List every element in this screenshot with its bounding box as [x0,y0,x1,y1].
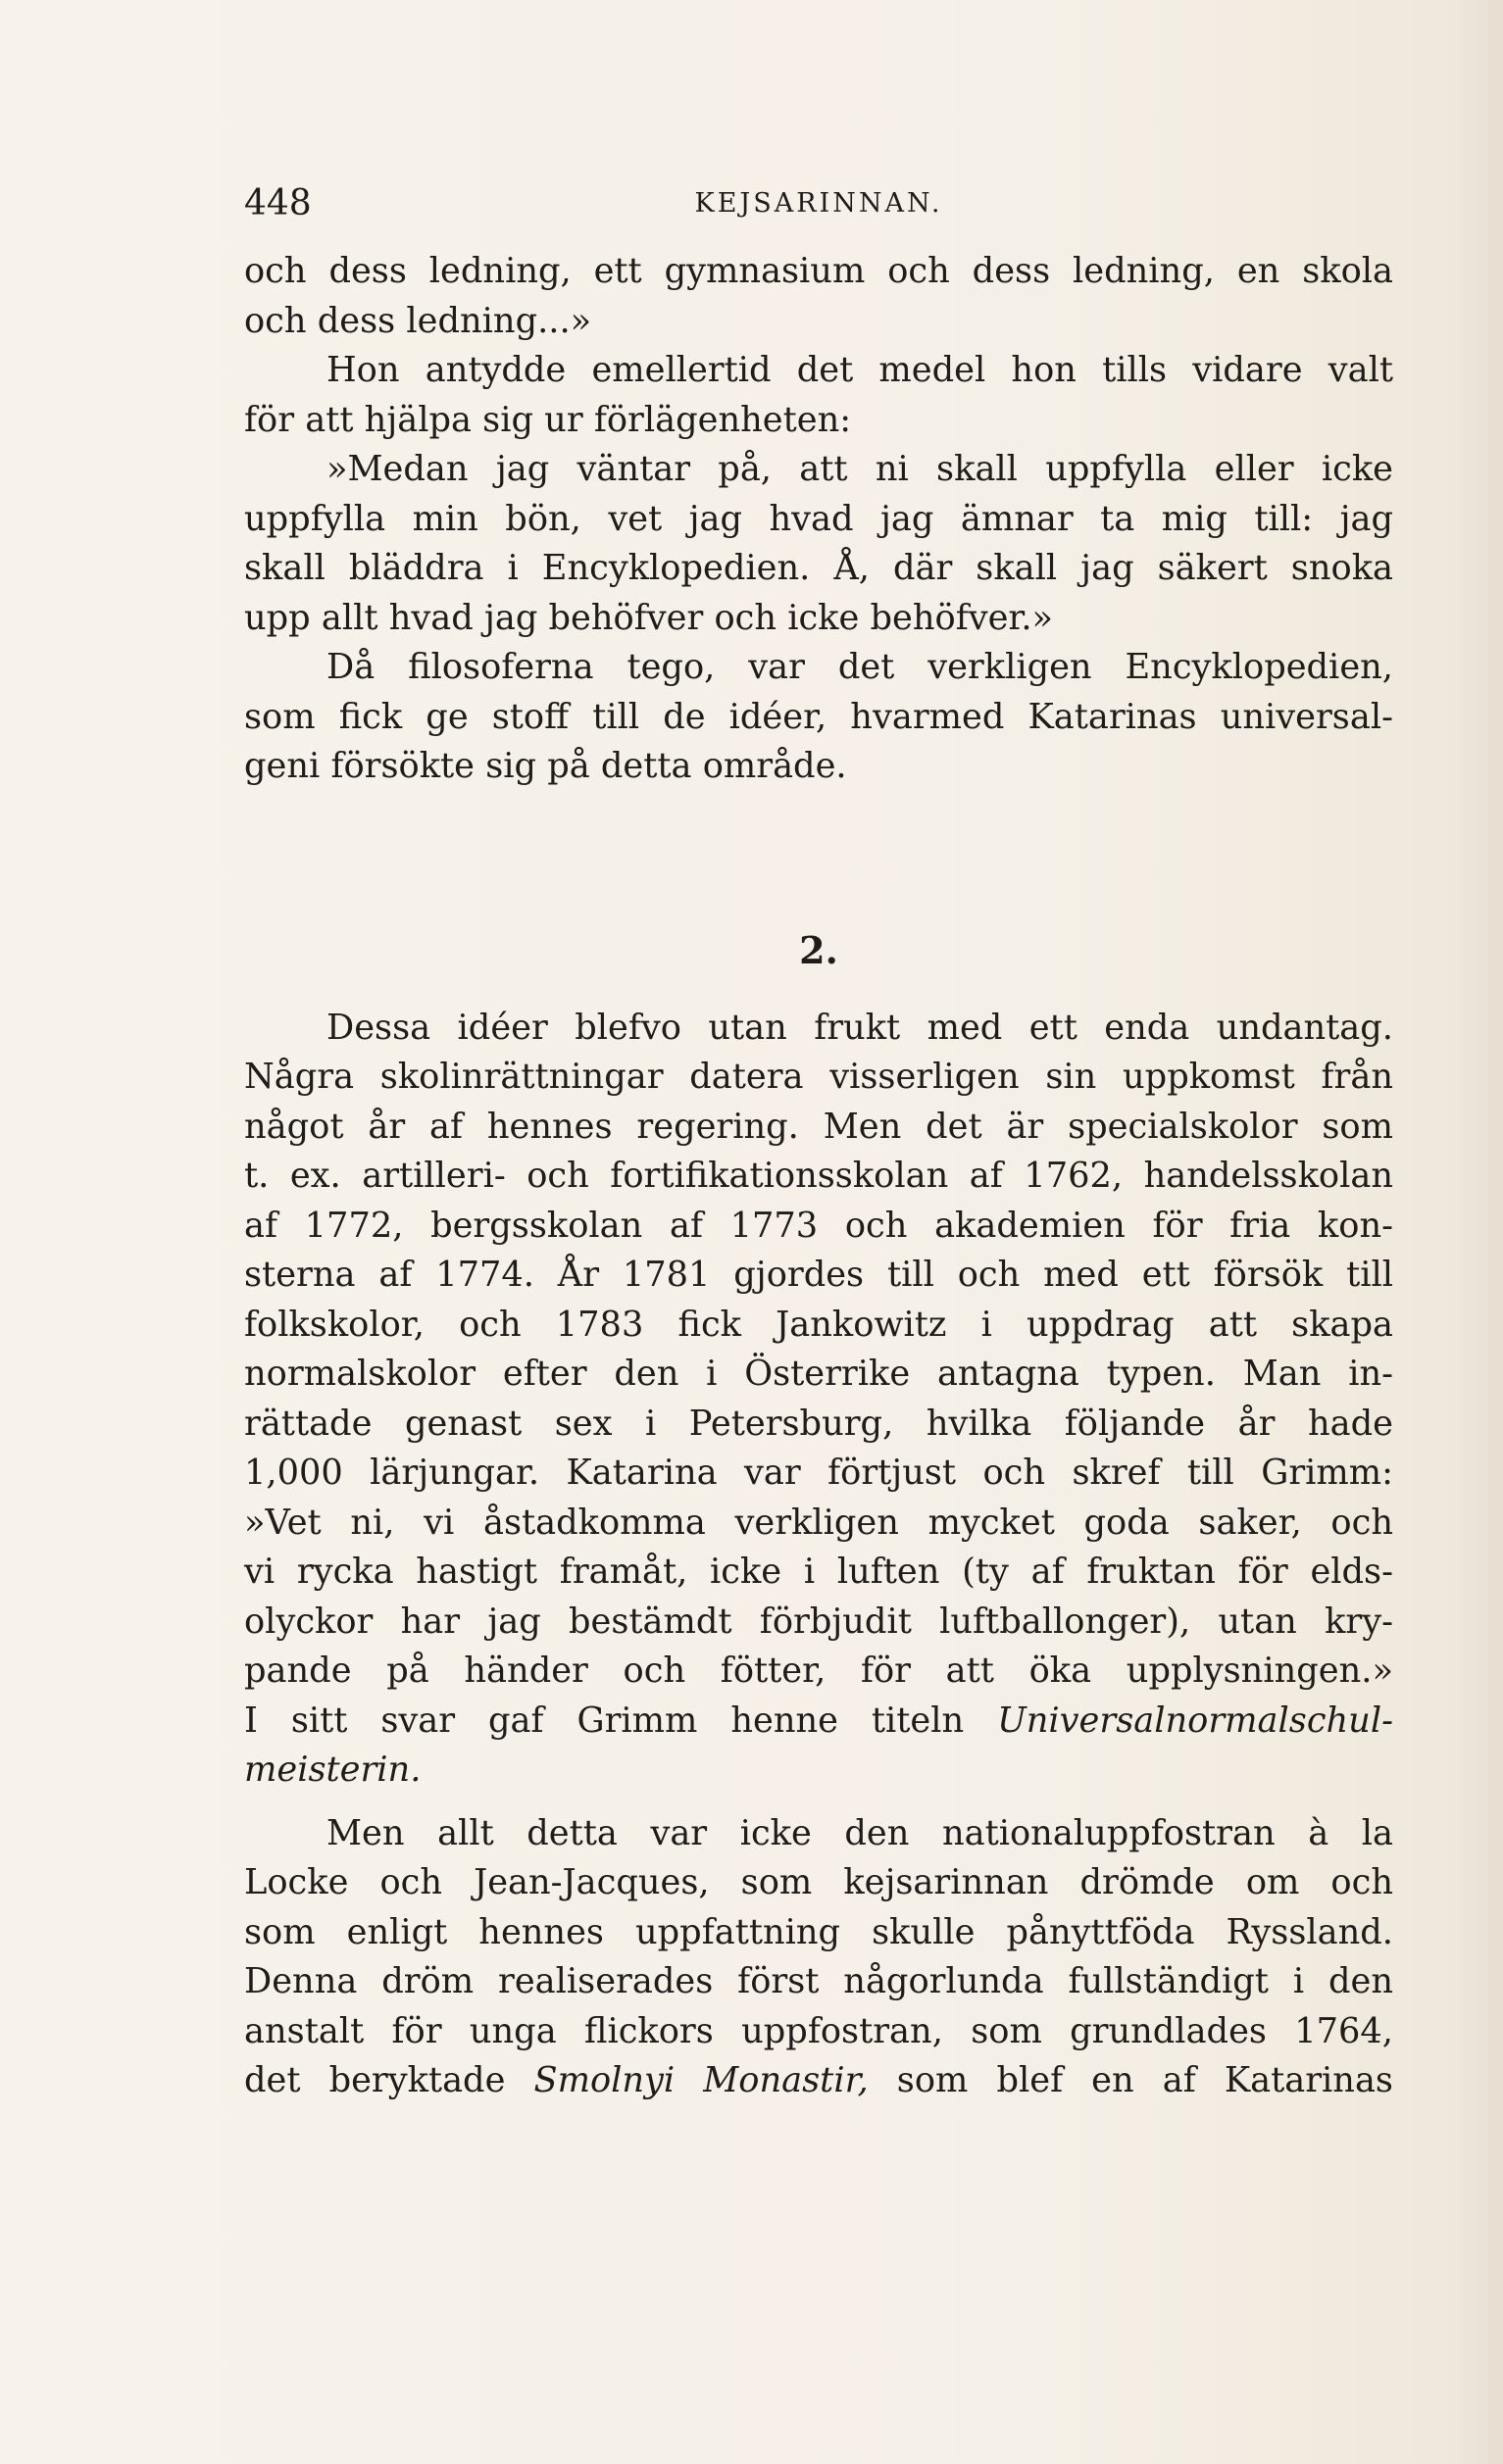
text-line [244,1746,1393,1796]
text-line: skall bläddra i Encyklopedien. Å, där skall jag säkert snoka [244,548,1393,588]
text-run: I sitt svar gaf Grimm henne titeln [244,1700,998,1741]
text-line: som enligt hennes uppfattning skulle pånyttföda Ryssland. [244,1911,1393,1952]
running-head: KEJSARINNAN. [694,188,943,219]
text-line: uppfylla min bön, vet jag hvad jag ämnar ta mig till: jag [244,498,1393,539]
text-run: det beryktade [244,2060,534,2100]
page-number: 448 [244,183,312,223]
text-line: Denna dröm realiserades först någorlunda fullständigt i den [244,1961,1393,2001]
text-line: vi rycka hastigt framåt, icke i luften (ty af fruktan för elds- [244,1552,1393,1592]
text-line: pande på händer och fötter, för att öka upplysningen.» [244,1651,1393,1691]
text-line [244,1697,1393,1747]
text-line: och dess ledning...» [244,300,592,341]
text-line: folkskolor, och 1783 fick Jankowitz i uppdrag att skapa [244,1304,1393,1345]
text-line: normalskolor efter den i Österrike antagna typen. Man in- [244,1354,1393,1394]
section-number: 2. [799,927,838,972]
text-line: t. ex. artilleri- och fortifikationsskolan af 1762, handelsskolan [244,1156,1393,1196]
text-line: Dessa idéer blefvo utan frukt med ett enda undantag. [326,1007,1393,1048]
text-line: Men allt detta var icke den nationaluppfostran à la [326,1812,1393,1853]
text-line: Hon antydde emellertid det medel hon tills vidare valt [326,350,1393,390]
text-line [244,2056,1393,2106]
text-line: Locke och Jean-Jacques, som kejsarinnan drömde om och [244,1862,1393,1902]
text-line: »Vet ni, vi åstadkomma verkligen mycket goda saker, och [244,1502,1393,1543]
text-line: för att hjälpa sig ur förlägenheten: [244,399,852,440]
page-edge-shadow [1489,0,1503,2464]
text-line: och dess ledning, ett gymnasium och dess ledning, en skola [244,251,1393,291]
italic-institution-name: Smolnyi Monastir, [533,2060,869,2100]
text-line: anstalt för unga flickors uppfostran, som grundlades 1764, [244,2010,1393,2051]
text-line: olyckor har jag bestämdt förbjudit luftballonger), utan kry- [244,1601,1393,1642]
page-header [244,174,1393,233]
text-run: som blef en af Katarinas [868,2060,1393,2100]
text-line: Då filosoferna tego, var det verkligen Encyklopedien, [326,647,1393,687]
text-line: »Medan jag väntar på, att ni skall uppfylla eller icke [326,449,1393,489]
body-text [244,247,1393,2106]
text-line: af 1772, bergsskolan af 1773 och akademien för fria kon- [244,1205,1393,1246]
italic-title: Universalnormalschul- [997,1700,1393,1741]
text-line: sterna af 1774. År 1781 gjordes till och med ett försök till [244,1255,1393,1295]
text-line: 1,000 lärjungar. Katarina var förtjust och skref till Grimm: [244,1453,1393,1493]
text-line: Några skolinrättningar datera visserligen sin uppkomst från [244,1057,1393,1097]
italic-title: meisterin. [244,1749,422,1790]
text-line: rättade genast sex i Petersburg, hvilka följande år hade [244,1403,1393,1444]
text-line: som fick ge stoff till de idéer, hvarmed Katarinas universal- [244,696,1393,737]
text-line: något år af hennes regering. Men det är specialskolor som [244,1106,1393,1147]
text-line: geni försökte sig på detta område. [244,746,847,786]
paragraph-gap [244,1796,1393,1809]
text-line: upp allt hvad jag behöfver och icke behöfver.» [244,597,1054,638]
